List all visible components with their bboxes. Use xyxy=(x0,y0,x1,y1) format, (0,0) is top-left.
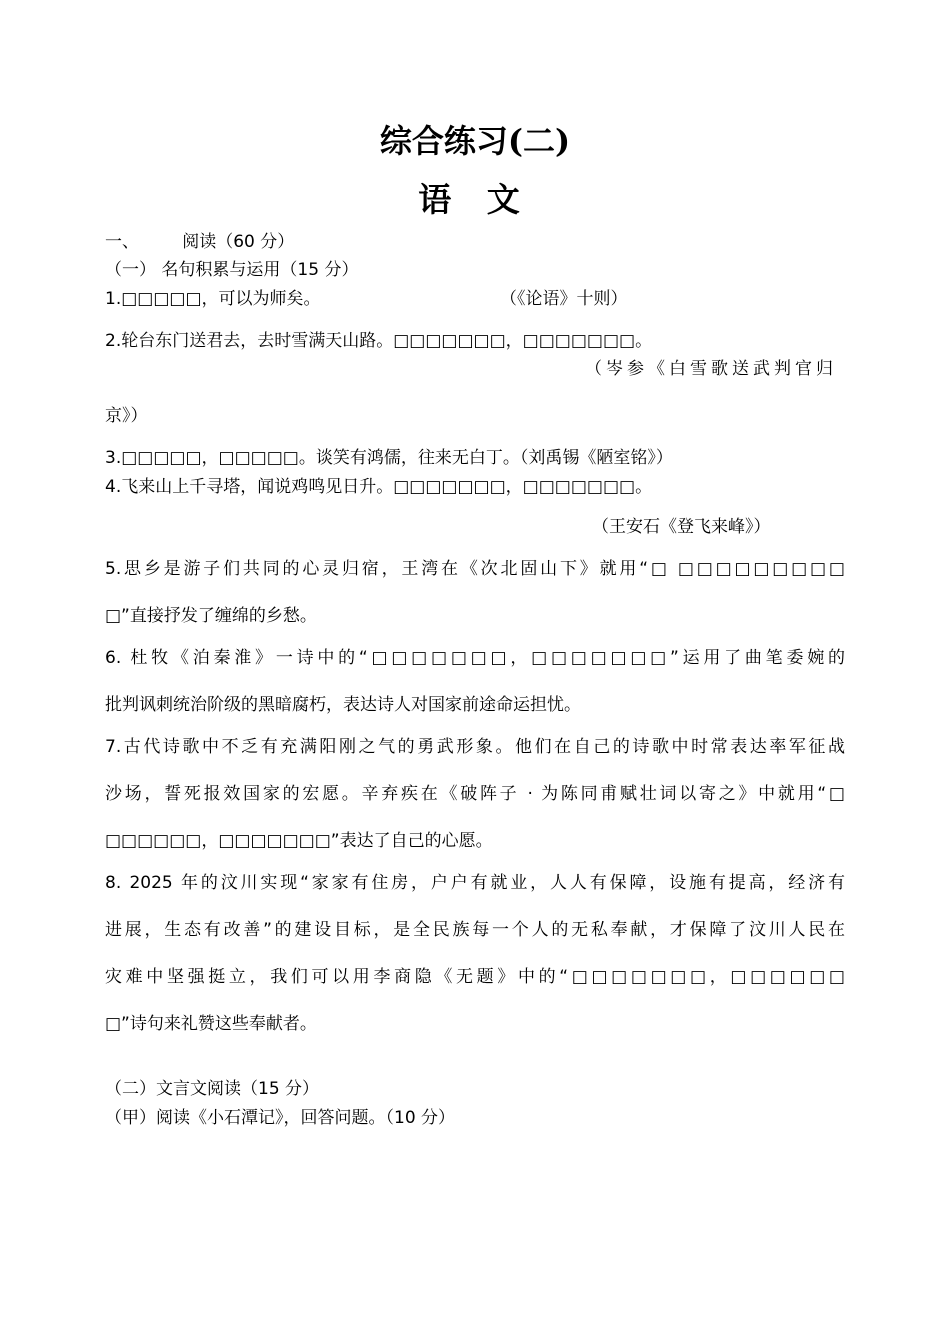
subsection-heading-classical: （二）文言文阅读（15 分） xyxy=(105,1079,320,1099)
question-7-line-2: 沙场，誓死报效国家的宏愿。辛弃疾在《破阵子 · 为陈同甫赋壮词以寄之》中就用“□ xyxy=(105,784,845,804)
question-1-source: （《论语》十则） xyxy=(500,289,628,309)
question-7-line-1: 7.古代诗歌中不乏有充满阳刚之气的勇武形象。他们在自己的诗歌中时常表达率军征战 xyxy=(105,737,845,757)
question-8-line-2: 进展，生态有改善”的建设目标，是全民族每一个人的无私奉献，才保障了汶川人民在 xyxy=(105,920,845,940)
section-heading-reading: 一、 阅读（60 分） xyxy=(105,232,295,252)
subsection-heading-quotes: （一） 名句积累与运用（15 分） xyxy=(105,260,359,280)
question-5-line-1: 5.思乡是游子们共同的心灵归宿，王湾在《次北固山下》就用“□ □□□□□□□□□ xyxy=(105,559,845,579)
subsection-heading-passage-a: （甲）阅读《小石潭记》，回答问题。（10 分） xyxy=(105,1108,456,1128)
subject-title: 语 文 xyxy=(418,180,532,219)
question-8-line-1: 8. 2025 年的汶川实现“家家有住房，户户有就业，人人有保障，设施有提高，经济有 xyxy=(105,873,845,893)
question-4: 4.飞来山上千寻塔，闻说鸡鸣见日升。□□□□□□□，□□□□□□□。 xyxy=(105,477,653,497)
question-7-line-3: □□□□□□，□□□□□□□”表达了自己的心愿。 xyxy=(105,831,493,851)
question-3: 3.□□□□□，□□□□□。谈笑有鸿儒，往来无白丁。（刘禹锡《陋室铭》） xyxy=(105,448,673,468)
question-4-source: （王安石《登飞来峰》） xyxy=(592,517,771,537)
question-5-line-2: □”直接抒发了缠绵的乡愁。 xyxy=(105,606,317,626)
question-6-line-2: 批判讽刺统治阶级的黑暗腐朽，表达诗人对国家前途命运担忧。 xyxy=(105,695,581,715)
question-2-source-cont: 京》） xyxy=(105,406,148,426)
question-8-line-4: □”诗句来礼赞这些奉献者。 xyxy=(105,1014,317,1034)
question-8-line-3: 灾难中坚强挺立，我们可以用李商隐《无题》中的“□□□□□□□，□□□□□□ xyxy=(105,967,845,987)
question-2-source: （岑参《白雪歌送武判官归 xyxy=(585,359,837,379)
question-2: 2.轮台东门送君去，去时雪满天山路。□□□□□□□，□□□□□□□。 xyxy=(105,331,653,351)
question-1: 1.□□□□□，可以为师矣。 xyxy=(105,289,321,309)
question-6-line-1: 6. 杜牧《泊秦淮》一诗中的“□□□□□□□，□□□□□□□”运用了曲笔委婉的 xyxy=(105,648,845,668)
exam-title: 综合练习(二) xyxy=(379,122,571,160)
